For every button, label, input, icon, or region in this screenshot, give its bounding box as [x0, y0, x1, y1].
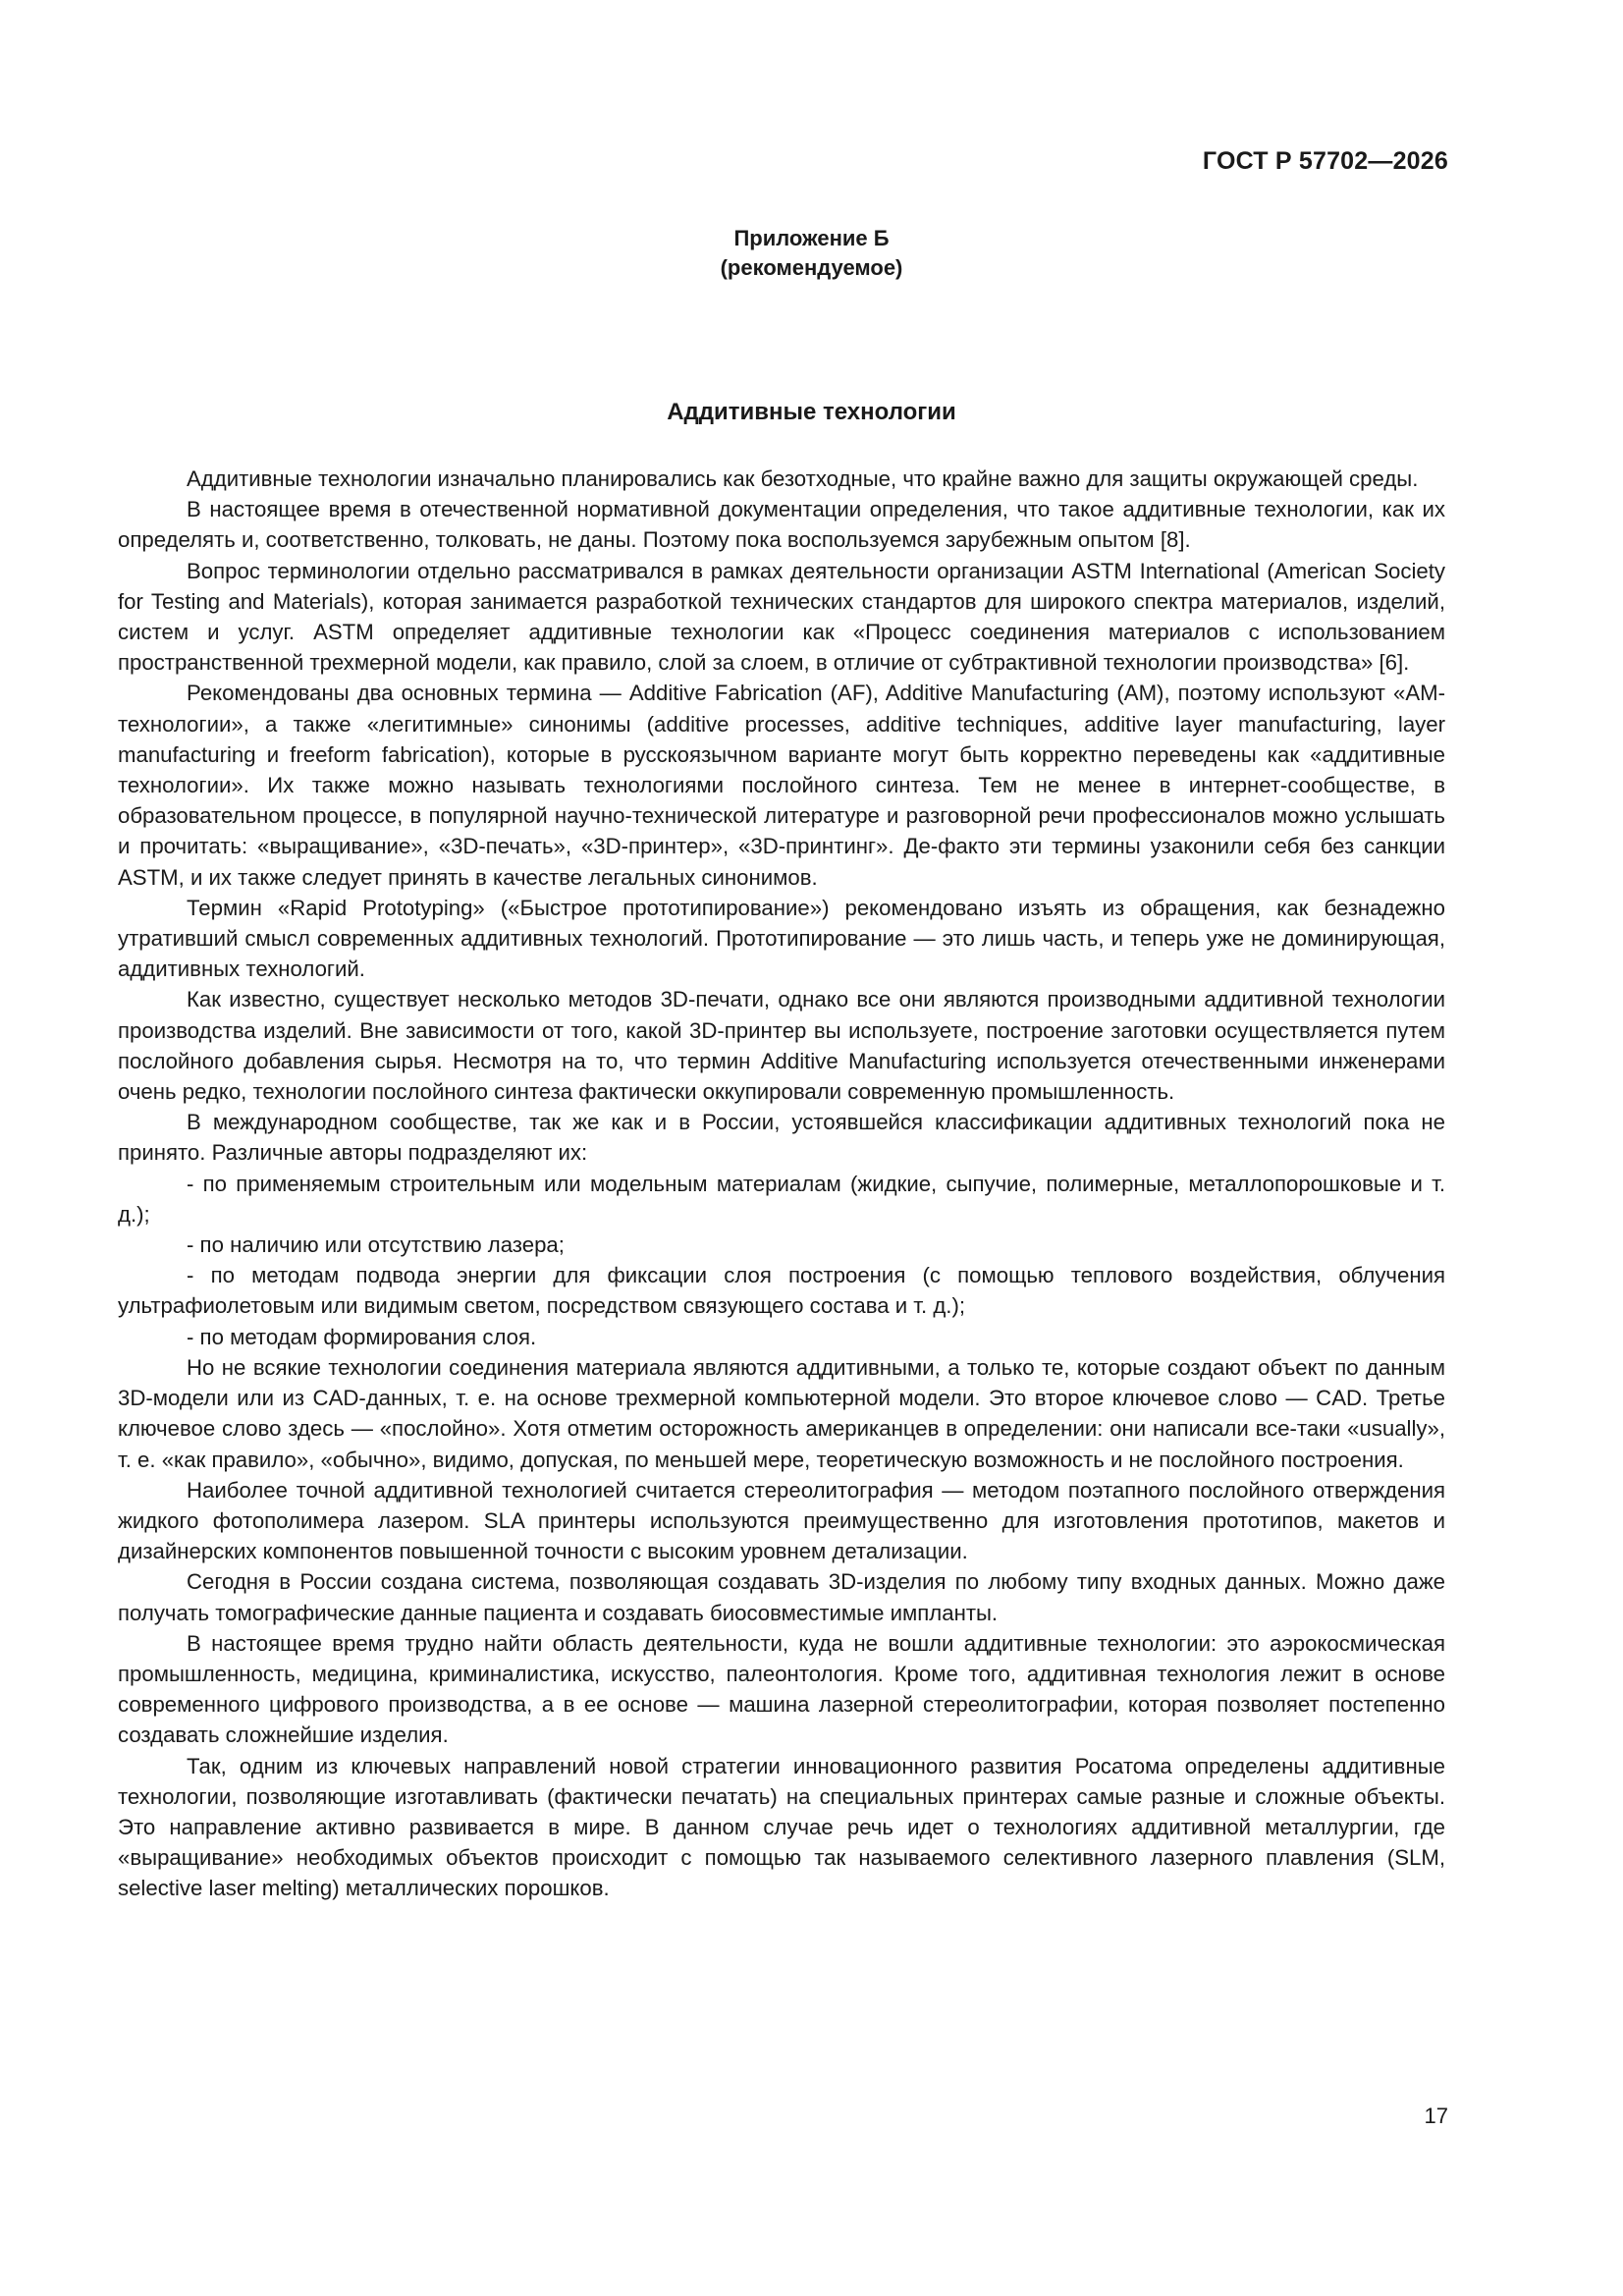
list-item: - по применяемым строительным или модельным материалам (жидкие, сыпучие, полимерные, металлопорошковые и т. д.);: [118, 1171, 1445, 1227]
section-title: Аддитивные технологии: [667, 399, 956, 425]
list-item: - по методам подвода энергии для фиксации слоя построения (с помощью теплового воздействия, облучения ультрафиолетовым или видимым светом, посредством связующего состава и т. д.);: [118, 1263, 1445, 1319]
list-item: - по наличию или отсутствию лазера;: [187, 1232, 565, 1258]
paragraph: В настоящее время в отечественной нормативной документации определения, что такое аддитивные технологии, как их определять и, соответственно, толковать, не даны. Поэтому пока воспользуемся зарубежным опытом [8].: [118, 497, 1445, 553]
paragraph: Рекомендованы два основных термина — Additive Fabrication (AF), Additive Manufacturing (AM), поэтому используют «АМ-технологии», а также «легитимные» синонимы (additive processes, additive techniques, additive layer manufacturing, layer manufacturing и freeform fabrication), которые в русскоязычном варианте могут быть корректно переведены как «аддитивные технологии». Их также можно называть технологиями послойного синтеза. Тем не менее в интернет-сообществе, в образовательном процессе, в популярной научно-технической литературе и разговорной речи профессионалов можно услышать и прочитать: «выращивание», «3D-печать», «3D-принтер», «3D-принтинг». Де-факто эти термины узаконили себя без санкции ASTM, и их также следует принять в качестве легальных синонимов.: [118, 681, 1445, 890]
paragraph: Вопрос терминологии отдельно рассматривался в рамках деятельности организации ASTM International (American Society for Testing and Materials), которая занимается разработкой технических стандартов для широкого спектра материалов, изделий, систем и услуг. ASTM определяет аддитивные технологии как «Процесс соединения материалов с использованием пространственной трехмерной модели, как правило, слой за слоем, в отличие от субтрактивной технологии производства» [6].: [118, 558, 1445, 676]
paragraph: Так, одним из ключевых направлений новой стратегии инновационного развития Росатома определены аддитивные технологии, позволяющие изготавливать (фактически печатать) на специальных принтерах самые разные и сложные объекты. Это направление активно развивается в мире. В данном случае речь идет о технологиях аддитивной металлургии, где «выращивание» необходимых объектов происходит с помощью так называемого селективного лазерного плавления (SLM, selective laser melting) металлических порошков.: [118, 1753, 1445, 1901]
appendix-title: Приложение Б: [733, 226, 890, 250]
paragraph: Наиболее точной аддитивной технологией считается стереолитография — методом поэтапного послойного отверждения жидкого фотополимера лазером. SLA принтеры используются преимущественно для изготовления прототипов, макетов и дизайнерских компонентов повышенной точности с высоким уровнем детализации.: [118, 1477, 1445, 1564]
paragraph: Термин «Rapid Prototyping» («Быстрое прототипирование») рекомендовано изъять из обращения, как безнадежно утративший смысл современных аддитивных технологий. Прототипирование — это лишь часть, и теперь уже не доминирующая, аддитивных технологий.: [118, 895, 1445, 982]
appendix-status: (рекомендуемое): [720, 255, 903, 280]
paragraph: Сегодня в России создана система, позволяющая создавать 3D-изделия по любому типу входных данных. Можно даже получать томографические данные пациента и создавать биосовместимые импланты.: [118, 1569, 1446, 1625]
body-text: [118, 464, 1445, 1904]
paragraph: Аддитивные технологии изначально планировались как безотходные, что крайне важно для защиты окружающей среды.: [187, 466, 1419, 491]
paragraph: В настоящее время трудно найти область деятельности, куда не вошли аддитивные технологии: это аэрокосмическая промышленность, медицина, криминалистика, искусство, палеонтология. Кроме того, аддитивная технология лежит в основе современного цифрового производства, а в ее основе — машина лазерной стереолитографии, которая позволяет постепенно создавать сложнейшие изделия.: [118, 1630, 1445, 1748]
appendix-heading: [0, 224, 1623, 283]
paragraph: Как известно, существует несколько методов 3D-печати, однако все они являются производными аддитивной технологии производства изделий. Вне зависимости от того, какой 3D-принтер вы используете, построение заготовки осуществляется путем послойного добавления сырья. Несмотря на то, что термин Additive Manufacturing используется отечественными инженерами очень редко, технологии послойного синтеза фактически оккупировали современную промышленность.: [118, 987, 1445, 1105]
list-item: - по методам формирования слоя.: [187, 1324, 537, 1349]
paragraph: Но не всякие технологии соединения материала являются аддитивными, а только те, которые создают объект по данным 3D-модели или из CAD-данных, т. е. на основе трехмерной компьютерной модели. Это второе ключевое слово — CAD. Третье ключевое слово здесь — «послойно». Хотя отметим осторожность американцев в определении: они написали все-таки «usually», т. е. «как правило», «обычно», видимо, допуская, по меньшей мере, теоретическую возможность и не послойного построения.: [118, 1354, 1445, 1472]
paragraph: В международном сообществе, так же как и в России, устоявшейся классификации аддитивных технологий пока не принято. Различные авторы подразделяют их:: [118, 1110, 1445, 1166]
page-number: 17: [1424, 2104, 1448, 2128]
document-code: ГОСТ Р 57702—2026: [1202, 147, 1448, 175]
